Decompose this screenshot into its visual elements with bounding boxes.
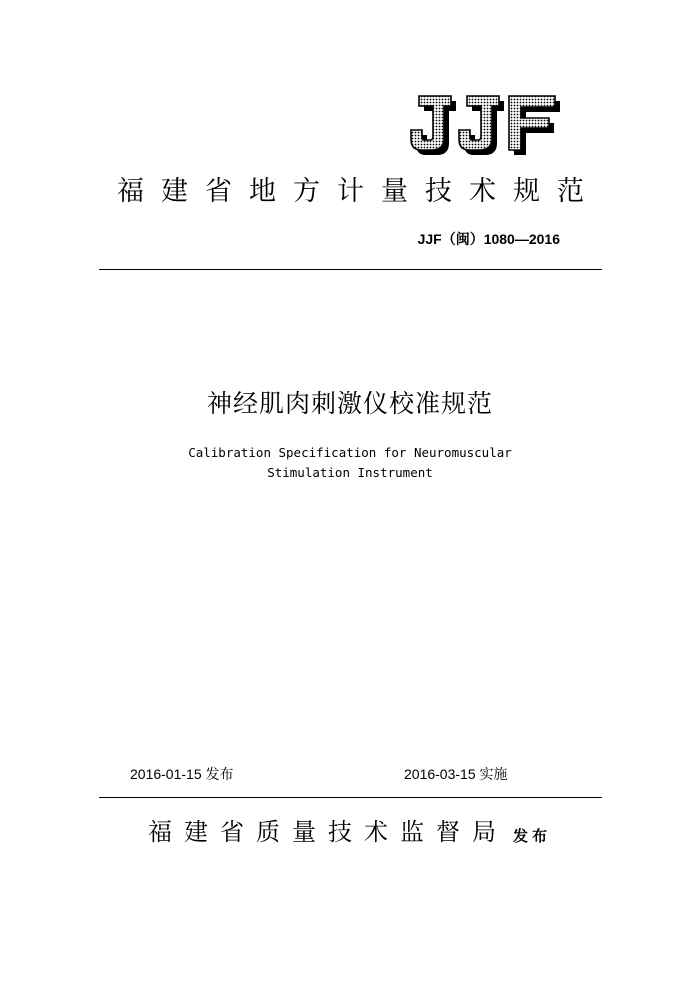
standard-code: JJF（闽）1080—2016 <box>417 231 560 247</box>
jjf-logo <box>405 92 565 160</box>
bottom-divider <box>99 797 602 798</box>
implementation-date: 2016-03-15 实施 <box>404 766 508 782</box>
publisher-name: 福建省质量技术监督局 <box>148 818 508 846</box>
standard-category: 福建省地方计量技术规范 <box>117 176 601 207</box>
document-title-chinese: 神经肌肉刺激仪校准规范 <box>206 389 493 418</box>
top-divider <box>99 269 602 270</box>
document-title-english-line1: Calibration Specification for Neuromuscular <box>188 445 512 460</box>
document-title-english-line2: Stimulation Instrument <box>267 465 433 480</box>
issue-date: 2016-01-15 发布 <box>130 766 234 782</box>
publisher-suffix: 发布 <box>513 827 552 845</box>
